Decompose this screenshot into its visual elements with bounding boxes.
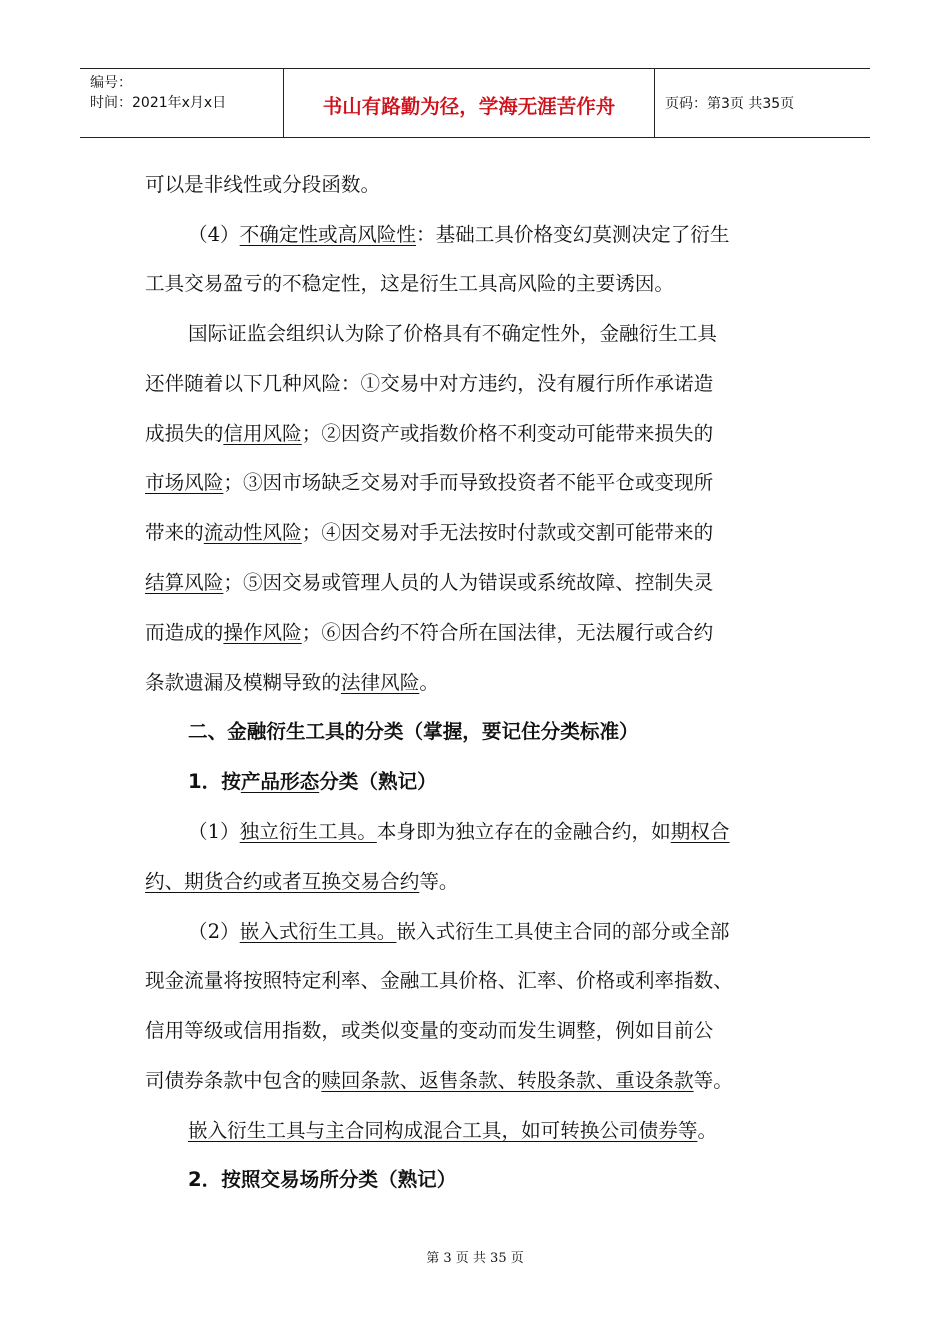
subsection-heading: 1．按产品形态分类（熟记） — [188, 770, 437, 793]
underlined-term: 流动性风险 — [203, 521, 302, 544]
header-page-cell — [655, 69, 870, 137]
text-line: 还伴随着以下几种风险：①交易中对方违约，没有履行所作承诺造 — [145, 372, 714, 395]
header-meta-cell — [80, 69, 284, 137]
text-line: 市场风险；③因市场缺乏交易对手而导致投资者不能平仓或变现所 — [145, 471, 714, 494]
text-line: 工具交易盈亏的不稳定性，这是衍生工具高风险的主要诱因。 — [145, 272, 675, 295]
number-label: 编号： — [90, 75, 132, 91]
paragraph-item-2: （2）嵌入式衍生工具。嵌入式衍生工具使主合同的部分或全部 — [188, 920, 730, 943]
text-line: 条款遗漏及模糊导致的法律风险。 — [145, 671, 439, 694]
page-header — [80, 68, 870, 138]
underlined-term: 约、期货合约或者互换交易合约 — [145, 870, 420, 893]
text-line: 嵌入衍生工具与主合同构成混合工具，如可转换公司债券等。 — [188, 1119, 718, 1142]
underlined-term: 独立衍生工具。 — [239, 820, 377, 843]
underlined-term: 操作风险 — [223, 621, 302, 644]
text-line: 现金流量将按照特定利率、金融工具价格、汇率、价格或利率指数、 — [145, 969, 733, 992]
underlined-term: 法律风险 — [340, 671, 420, 694]
time-label: 时间：2021年x月x日 — [90, 95, 227, 111]
text-line: 可以是非线性或分段函数。 — [145, 173, 381, 196]
underlined-term: 市场风险 — [145, 471, 224, 494]
motto: 书山有路勤为径，学海无涯苦作舟 — [322, 95, 616, 118]
underlined-term: 不确定性或高风险性 — [239, 223, 416, 246]
text-line: 国际证监会组织认为除了价格具有不确定性外，金融衍生工具 — [188, 322, 718, 345]
section-heading: 二、金融衍生工具的分类（掌握，要记住分类标准） — [188, 720, 639, 743]
underlined-term: 嵌入式衍生工具。 — [239, 920, 397, 943]
underlined-term: 赎回条款、返售条款、转股条款、重设条款 — [321, 1069, 694, 1092]
header-motto-cell — [284, 69, 655, 137]
text-line: 而造成的操作风险；⑥因合约不符合所在国法律，无法履行或合约 — [145, 621, 714, 644]
text-line: 成损失的信用风险；②因资产或指数价格不利变动可能带来损失的 — [145, 422, 714, 445]
page-info: 页码：第3页 共35页 — [665, 96, 795, 112]
paragraph-item-4: （4）不确定性或高风险性：基础工具价格变幻莫测决定了衍生 — [188, 223, 730, 246]
underlined-term: 期权合 — [670, 820, 730, 843]
text-line: 带来的流动性风险；④因交易对手无法按时付款或交割可能带来的 — [145, 521, 714, 544]
underlined-term: 产品形态 — [240, 770, 320, 793]
underlined-term: 信用风险 — [223, 422, 302, 445]
text-line: 约、期货合约或者互换交易合约等。 — [145, 870, 459, 893]
underlined-term: 嵌入衍生工具与主合同构成混合工具，如可转换公司债券等 — [188, 1119, 698, 1142]
subsection-heading: 2．按照交易场所分类（熟记） — [188, 1168, 457, 1191]
text-line: 司债券条款中包含的赎回条款、返售条款、转股条款、重设条款等。 — [145, 1069, 733, 1092]
text-line: 结算风险；⑤因交易或管理人员的人为错误或系统故障、控制失灵 — [145, 571, 714, 594]
text-line: 信用等级或信用指数，或类似变量的变动而发生调整，例如目前公 — [145, 1019, 714, 1042]
paragraph-item-1: （1）独立衍生工具。本身即为独立存在的金融合约，如期权合 — [188, 820, 730, 843]
page-footer: 第 3 页 共 35 页 — [426, 1251, 524, 1266]
underlined-term: 结算风险 — [145, 571, 224, 594]
